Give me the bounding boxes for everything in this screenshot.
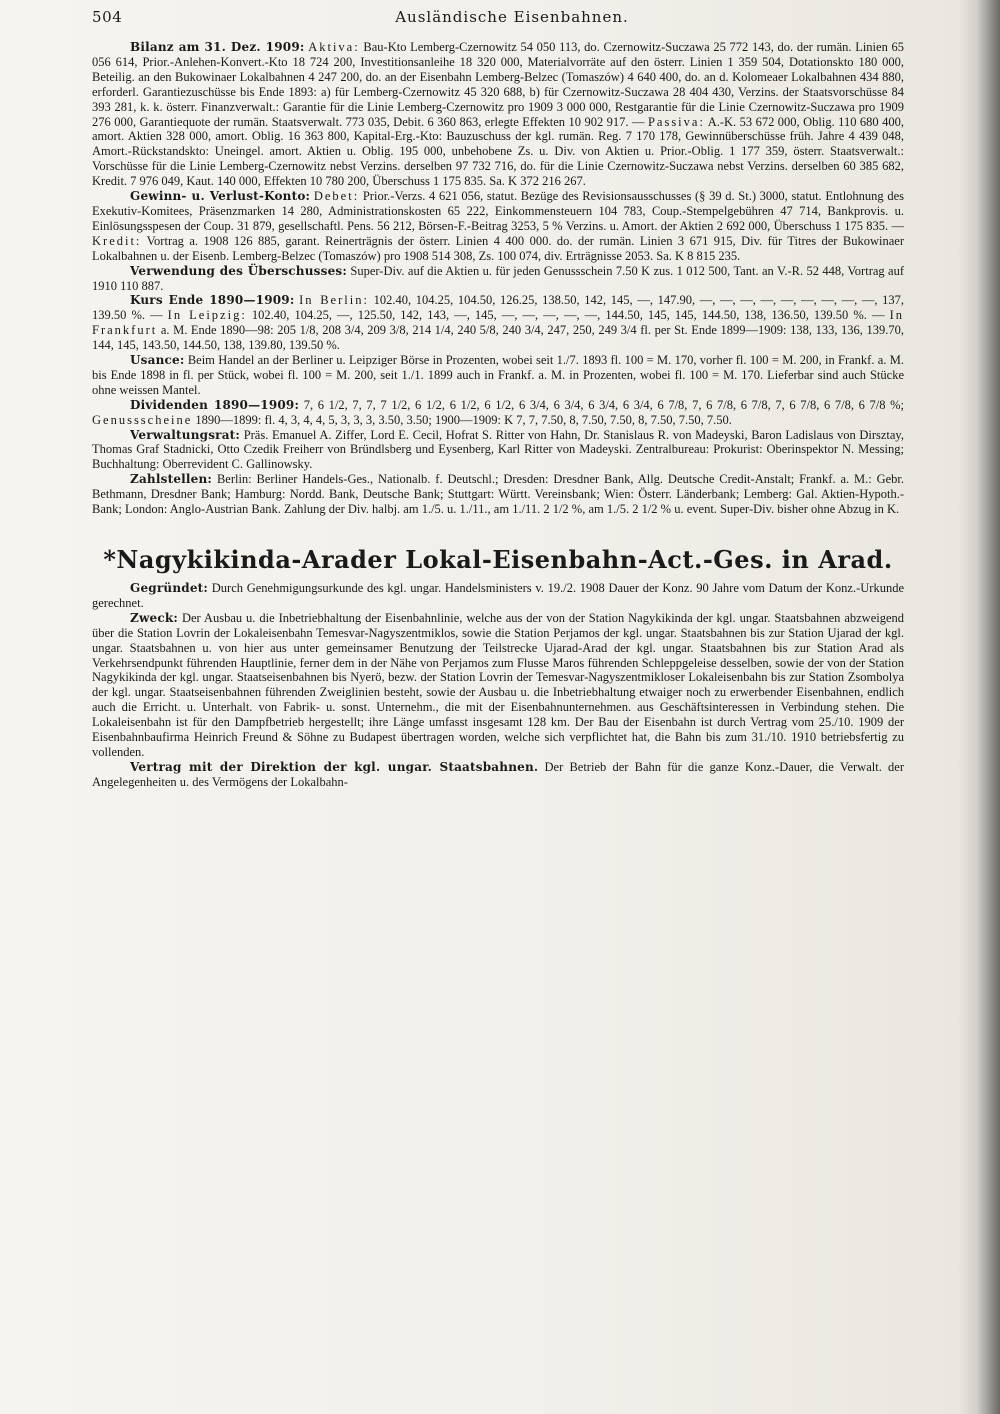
paragraph-kurs <box>92 293 904 353</box>
company-title: *Nagykikinda-Arader Lokal-Eisenbahn-Act.-Ges. in Arad. <box>103 545 893 574</box>
label-gewinn-verlust: Gewinn- u. Verlust-Konto: <box>130 189 311 204</box>
paragraph-zahlstellen <box>92 472 904 517</box>
page-number: 504 <box>92 8 123 26</box>
label-passiva: Passiva: <box>647 114 705 129</box>
kurs-leipzig-text: 102.40, 104.25, —, 125.50, 142, 143, —, 145, —, —, —, —, —, 144.50, 145, 145, 144.50, 138, 136.50, 139.50 %. — <box>251 308 885 323</box>
label-usance: Usance: <box>130 353 185 368</box>
label-kredit: Kredit: <box>92 233 142 248</box>
paragraph-gegruendet <box>92 581 904 611</box>
label-verwaltungsrat: Verwaltungsrat: <box>130 427 241 442</box>
label-gegruendet: Gegründet: <box>130 581 209 595</box>
paragraph-zweck <box>92 611 904 760</box>
scan-edge-shadow <box>958 0 1000 1414</box>
verwendung-text: Super-Div. auf die Aktien u. für jeden Genussschein 7.50 K zus. 1 012 500, Tant. an V.-R. 52 448, Vortrag auf 1910 110 887. <box>92 263 904 293</box>
paragraph-bilanz <box>92 40 904 189</box>
running-title: Ausländische Eisenbahnen. <box>395 8 629 26</box>
paragraph-verwendung <box>92 264 904 294</box>
paragraph-vertrag <box>92 760 904 790</box>
gewinn-debet-text: Prior.-Verzs. 4 621 056, statut. Bezüge des Revisionsausschusses (§ 39 d. St.) 3000, statut. Entlohnung des Exekutiv-Komitees, Präsenzmarken 14 280, Administrationskosten 65 222, Einkommensteuern 104 783, Coup.-Stempelgebühren 47 714, Bankprovis. u. Einlösungsspesen der Coup. 31 879, gesellschaftl. Pens. 56 212, Börsen-F.-Beitrag 3253, 5 % Verzins. u. Amort. der Aktien 2 692 000, Überschuss 1 175 835. — <box>92 189 905 233</box>
zahlstellen-text: Berlin: Berliner Handels-Ges., Nationalb. f. Deutschl.; Dresden: Dresdner Bank, Allg. Deutsche Credit-Anstalt; Frankf. a. M.: Gebr. Bethmann, Dresdner Bank; Hamburg: Nordd. Bank, Deutsche Bank; Stuttgart: Württ. Vereinsbank; Wien: Österr. Länderbank; Lemberg: Gal. Aktien-Hypoth.-Bank; London: Anglo-Austrian Bank. Zahlung der Div. halbj. am 1./5. u. 1./11., am 1./11. 2 1/2 %, am 1./5. 2 1/2 % u. event. Super-Div. bisher ohne Abzug in K. <box>92 472 904 517</box>
label-genussscheine: Genussscheine <box>92 412 193 427</box>
label-verwendung: Verwendung des Überschusses: <box>130 263 347 278</box>
dividenden-genuss-text: 1890—1899: fl. 4, 3, 4, 4, 5, 3, 3, 3, 3.50, 3.50; 1900—1909: K 7, 7, 7.50, 8, 7.50, 7.50, 8, 7.50, 7.50, 7.50. <box>195 412 732 427</box>
paragraph-dividenden <box>92 398 904 428</box>
label-zahlstellen: Zahlstellen: <box>130 472 213 487</box>
paragraph-usance <box>92 353 904 398</box>
dividenden-text: 7, 6 1/2, 7, 7, 7 1/2, 6 1/2, 6 1/2, 6 1/2, 6 3/4, 6 3/4, 6 3/4, 6 3/4, 6 7/8, 7, 6 7/8, 6 7/8, 7, 6 7/8, 6 7/8, 6 7/8 %; <box>303 397 904 412</box>
bilanz-passiva-text: A.-K. 53 672 000, Oblig. 110 680 400, amort. Aktien 328 000, amort. Oblig. 16 363 800, Kapital-Erg.-Kto: Bauzuschuss der kgl. rumän. Reg. 7 170 178, Gewinnüberschüsse früh. Jahre 4 439 048, Amort.-Rückstandskto: Uneingel. amort. Aktien u. Oblig. 195 000, unbehobene Zs. u. Div. von Aktien u. Prior.-Oblig. 1 177 359, österr. Staatsverwalt.: Vorschüsse für die Linie Lemberg-Czernowitz nebst Verzins. derselben 97 732 716, do. für die Linie Czernowitz-Suczawa nebst Verzins. derselben 60 385 682, Kredit. 7 976 049, Kaut. 140 000, Effekten 10 780 200, Überschuss 1 175 835. Sa. K 372 216 267. <box>92 114 905 189</box>
label-bilanz: Bilanz am 31. Dez. 1909: <box>130 40 305 54</box>
label-kurs-berlin: In Berlin: <box>299 293 369 308</box>
paragraph-verwaltungsrat <box>92 428 904 473</box>
kurs-frankfurt-text: a. M. Ende 1890—98: 205 1/8, 208 3/4, 209 3/8, 214 1/4, 240 5/8, 240 3/4, 247, 250, 249 3/4 fl. per St. Ende 1899—1909: 138, 133, 136, 139.70, 144, 145, 143.50, 144.50, 138, 139.80, 139.50 %. <box>92 323 904 353</box>
label-kurs: Kurs Ende 1890—1909: <box>130 293 295 308</box>
bilanz-aktiva-text: Bau-Kto Lemberg-Czernowitz 54 050 113, do. Czernowitz-Suczawa 25 772 143, do. der rumän. Linien 65 056 614, Prior.-Anlehen-Konvert.-Kto 18 724 200, Investitionsanleihe 18 320 000, Materialvorräte auf den österr. Linien 1 359 504, Dotationskto 180 000, Beteilig. an den Bukowinaer Lokalbahnen 4 247 200, do. an der Eisenbahn Lemberg-Belzec (Tomaszów) 4 640 400, do. an d. Kolomeaer Lokalbahnen 434 880, erforderl. Garantiezuschüsse bis Ende 1893: a) für Lemberg-Czernowitz 45 320 688, b) für Czernowitz-Suczawa 28 404 430, Verzins. der Staatsvorschüsse 84 393 281, k. k. österr. Finanzverwalt.: Garantie für die Linie Lemberg-Czernowitz pro 1909 3 000 000, Restgarantie für die Linie Czernowitz-Suczawa pro 1909 276 000, Garantiequote der rumän. Staatsverwalt. 773 035, Debit. 6 360 863, erlegte Effekten 10 902 917. — <box>92 40 905 129</box>
label-vertrag: Vertrag mit der Direktion der kgl. ungar. Staatsbahnen. <box>130 759 539 774</box>
gewinn-kredit-text: Vortrag a. 1908 126 885, garant. Reinerträgnis der österr. Linien 4 400 000. do. der rumän. Linien 3 671 915, Div. für Titres der Bukowinaer Lokalbahnen u. der Eisenb. Lemberg-Belzec (Tomaszów) pro 1908 514 308, Zs. 100 074, div. Erträgnisse 2053. Sa. K 8 815 235. <box>92 233 905 263</box>
label-aktiva: Aktiva: <box>308 40 360 54</box>
page-content <box>92 40 904 790</box>
zweck-text: Der Ausbau u. die Inbetriebhaltung der Eisenbahnlinie, welche aus der von der Station Nagykikinda der kgl. ungar. Staatsbahnen abzweigend über die Station Lovrin der Lokaleisenbahn Temesvar-Nagyszentmiklos, sowie die Station Perjamos der kgl. ungar. Staatsbahnen bis zur Station Ujarad der kgl. ungar. Staatsbahnen u. von hier aus unter gemeinsamer Benutzung der Teilstrecke Ujarad-Arad der kgl. ungar. Staatsbahnen bis zur Station Arad als Verkehrsendpunkt führenden Hauptlinie, ferner dem in der Nähe von Perjamos zum Flusse Maros führenden Schleppgeleise desselben, sowie der von der Station Nagykikinda der kgl. ungar. Staatseisenbahnen bis Nyerö, bezw. der Station Lovrin der Temesvar-Nagyszentmikloser Lokaleisenbahn bis zur Station Zsombolya der kgl. ungar. Staatseisenbahnen führenden Zweiglinien besteht, sowie der Ausbau u. die Inbetriebhaltung etwaiger noch zu erwerbender Eisenbahnen, endlich auch die Erricht. u. Unterhalt. von Fabrik- u. sonst. Unternehm., die mit der Eisenbahnunternehmen. aus Geschäftsinteressen in Verbindung stehen. Die Lokaleisenbahn ist für den Dampfbetrieb hergestellt; ihre Länge umfasst insgesamt 128 km. Der Bau der Eisenbahn ist durch Vertrag vom 25./10. 1909 der Eisenbahnbaufirma Heinrich Freund & Söhne zu Budapest übertragen worden, welche sich verpflichtet hat, die Bahn bis zum 31./10. 1910 betriebsfertig zu vollenden. <box>92 610 905 759</box>
label-kurs-leipzig: In Leipzig: <box>167 308 247 323</box>
label-zweck: Zweck: <box>130 610 178 625</box>
usance-text: Beim Handel an der Berliner u. Leipziger Börse in Prozenten, wobei seit 1./7. 1893 fl. 100 = M. 170, vorher fl. 100 = M. 200, in Frankf. a. M. bis Ende 1898 in fl. per Stück, wobei fl. 100 = M. 200, seit 1./1. 1899 auch in Frankf. a. M. in Prozenten, wobei fl. 100 = M. 170. Lieferbar sind auch Stücke ohne weissen Mantel. <box>92 353 905 397</box>
paragraph-gewinn-verlust <box>92 189 904 264</box>
vertrag-text: Der Betrieb der Bahn für die ganze Konz.-Dauer, die Verwalt. der Angelegenheiten u. des Vermögens der Lokalbahn- <box>92 759 905 789</box>
label-dividenden: Dividenden 1890—1909: <box>130 397 300 412</box>
verwaltungsrat-text: Präs. Emanuel A. Ziffer, Lord E. Cecil, Hofrat S. Ritter von Hahn, Dr. Stanislaus R. von Madeyski, Baron Ladislaus von Dirsztay, Thomas Graf Stadnicki, Otto Czedik Freiherr von Bründlsberg und Eysenberg, Karl Ritter von Madeyski. Zentralbureau: Prokurist: Oberinspektor N. Messing; Buchhaltung: Oberrevident C. Gallinowsky. <box>92 427 904 472</box>
gegruendet-text: Durch Genehmigungsurkunde des kgl. ungar. Handelsministers v. 19./2. 1908 Dauer der Konz. 90 Jahre vom Datum der Konz.-Urkunde gerechnet. <box>92 581 905 610</box>
page-header <box>92 8 932 32</box>
kurs-berlin-text: 102.40, 104.25, 104.50, 126.25, 138.50, 142, 145, —, 147.90, —, —, —, —, —, —, —, —, —, 137, 139.50 %. — <box>92 293 905 323</box>
label-kurs-frankfurt: In Frankfurt <box>92 308 904 338</box>
label-debet: Debet: <box>313 189 360 204</box>
